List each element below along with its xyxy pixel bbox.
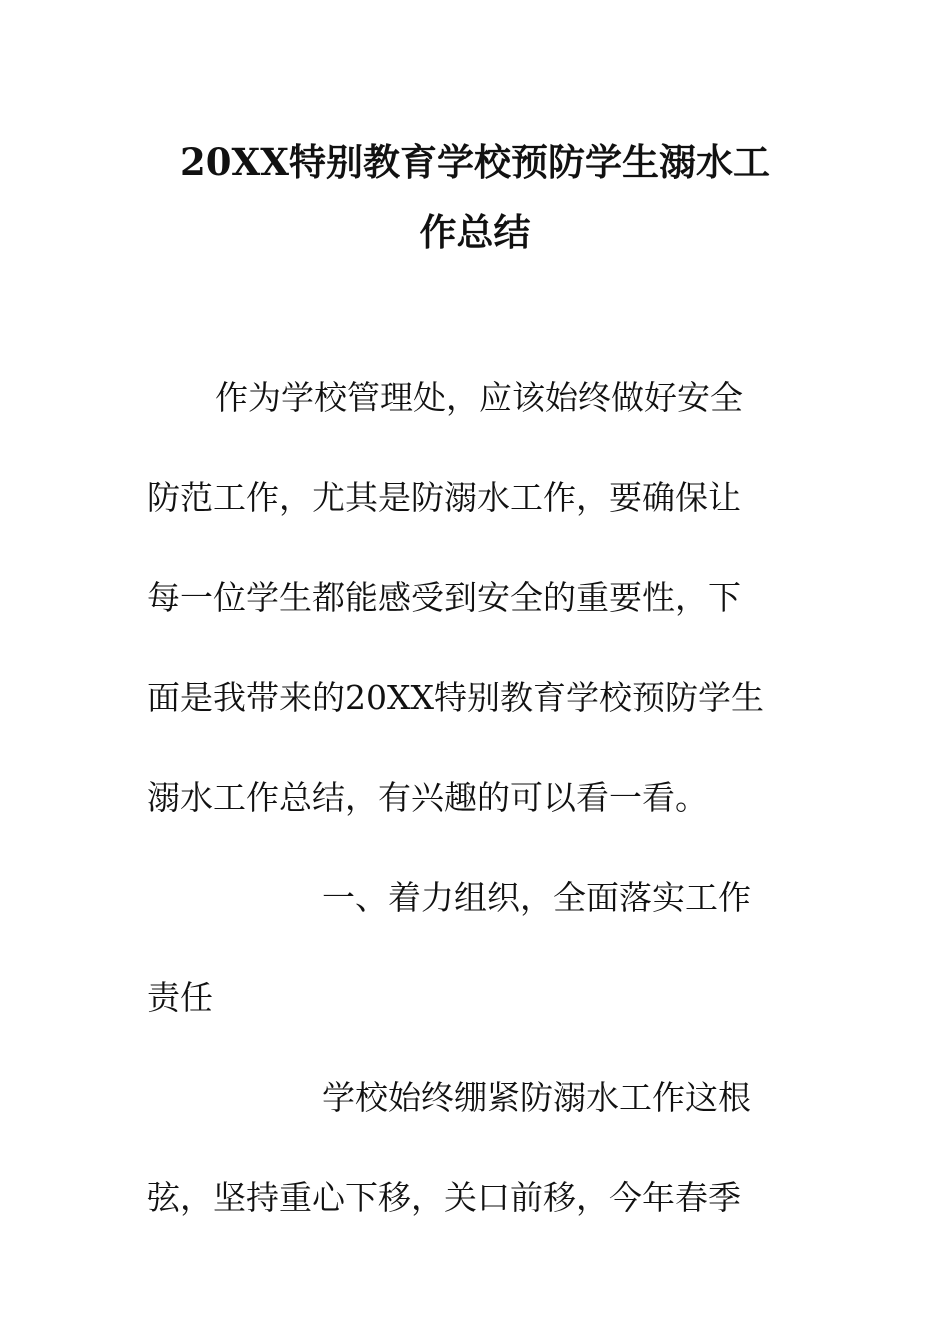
document-title-line-2: 作总结 [419,210,531,254]
paragraph-intro-line-2: 防范工作，尤其是防溺水工作，要确保让 [147,478,741,517]
paragraph-section-line-2: 弦，坚持重心下移，关口前移，今年春季 [147,1178,741,1217]
paragraph-intro-line-3: 每一位学生都能感受到安全的重要性，下 [147,578,741,617]
section-heading-line-2: 责任 [147,978,213,1017]
section-heading-line-1: 一、着力组织，全面落实工作 [322,878,751,917]
paragraph-intro-line-5: 溺水工作总结，有兴趣的可以看一看。 [147,778,708,817]
paragraph-section-line-1: 学校始终绷紧防溺水工作这根 [322,1078,751,1117]
paragraph-intro-line-1: 作为学校管理处，应该始终做好安全 [215,378,743,417]
document-title-line-1: 20XX特别教育学校预防学生溺水工 [180,140,770,184]
paragraph-intro-line-4: 面是我带来的20XX特别教育学校预防学生 [147,678,764,717]
